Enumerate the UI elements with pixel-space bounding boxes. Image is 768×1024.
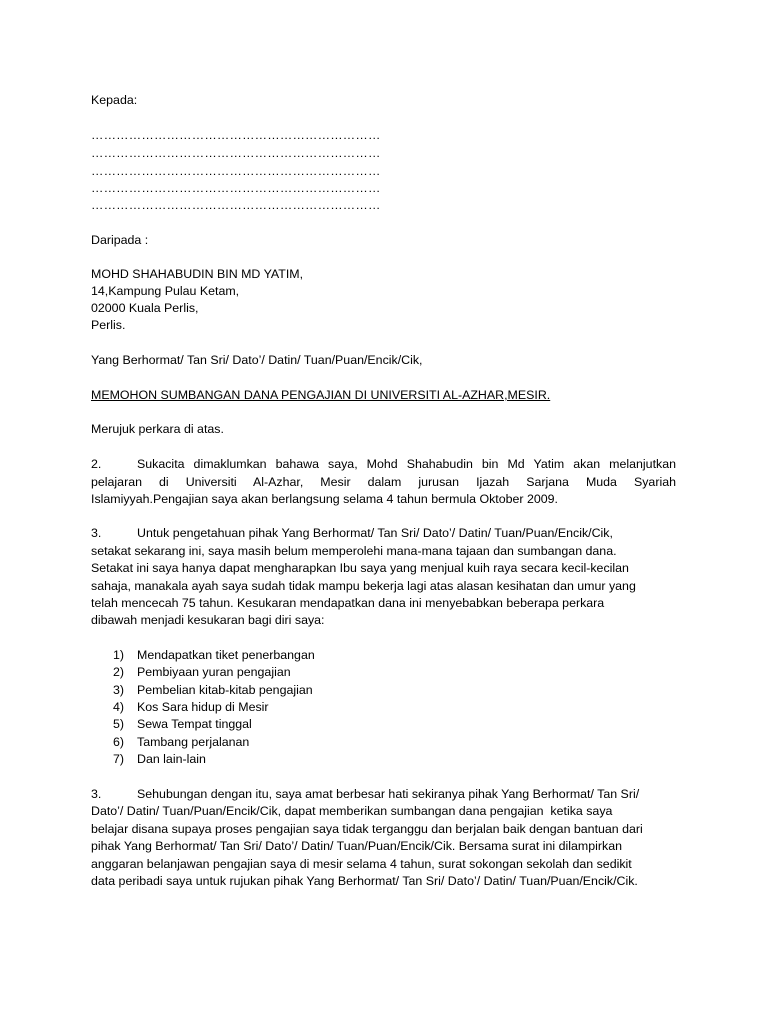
para3-line1: Untuk pengetahuan pihak Yang Berhormat/ Tan Sri/ Dato’/ Datin/ Tuan/Puan/Encik/Cik, [137,526,613,540]
list-item-number: 7) [113,752,125,766]
para3-number: 3. [91,526,102,540]
list-item-number: 4) [113,700,125,714]
para4-line5: anggaran belanjawan pengajian saya di mesir selama 4 tahun, surat sokongan sekolah dan sedikit [91,857,632,871]
para4-line4: pihak Yang Berhormat/ Tan Sri/ Dato’/ Datin/ Tuan/Puan/Encik/Cik. Bersama surat ini dilampirkan [91,839,622,853]
para4-line6: data peribadi saya untuk rujukan pihak Yang Berhormat/ Tan Sri/ Dato’/ Datin/ Tuan/Puan/Encik/Cik. [91,874,638,888]
list-item: Pembiyaan yuran pengajian [137,665,291,679]
recipient-line: …………………………………………………………… [91,164,381,178]
sender-address-3: Perlis. [91,318,126,332]
para4-line3: belajar disana supaya proses pengajian saya tidak terganggu dan berjalan baik dengan bantuan dari [91,822,643,836]
list-item: Sewa Tempat tinggal [137,717,252,731]
recipient-line: …………………………………………………………… [91,146,381,160]
salutation: Yang Berhormat/ Tan Sri/ Dato’/ Datin/ Tuan/Puan/Encik/Cik, [91,353,423,367]
list-item-number: 3) [113,683,125,697]
list-item: Tambang perjalanan [137,735,250,749]
para3-line6: dibawah menjadi kesukaran bagi diri saya: [91,613,325,627]
list-item-number: 6) [113,735,125,749]
list-item: Dan lain-lain [137,752,206,766]
para4-line1: Sehubungan dengan itu, saya amat berbesar hati sekiranya pihak Yang Berhormat/ Tan Sri/ [137,787,640,801]
para4-line2: Dato’/ Datin/ Tuan/Puan/Encik/Cik, dapat memberikan sumbangan dana pengajian ketika saya [91,804,613,818]
recipient-line: …………………………………………………………… [91,181,381,195]
para3-line3: Setakat ini saya hanya dapat mengharapkan Ibu saya yang menjual kuih raya secara kecil-kecilan [91,561,629,575]
to-label: Kepada: [91,93,138,107]
para2-line1: Sukacita dimaklumkan bahawa saya, Mohd Shahabudin bin Md Yatim akan melanjutkan [137,457,676,471]
reference-line: Merujuk perkara di atas. [91,422,224,436]
sender-name: MOHD SHAHABUDIN BIN MD YATIM, [91,267,304,281]
list-item-number: 5) [113,717,125,731]
list-item: Mendapatkan tiket penerbangan [137,648,315,662]
list-item-number: 1) [113,648,125,662]
para3-line2: setakat sekarang ini, saya masih belum memperolehi mana-mana tajaan dan sumbangan dana. [91,544,617,558]
list-item-number: 2) [113,665,125,679]
para2-line2: pelajaran di Universiti Al-Azhar, Mesir dalam jurusan Ijazah Sarjana Muda Syariah [91,475,676,489]
sender-address-2: 02000 Kuala Perlis, [91,301,199,315]
from-label: Daripada : [91,233,149,247]
para3-line5: telah mencecah 75 tahun. Kesukaran mendapatkan dana ini menyebabkan beberapa perkara [91,596,605,610]
list-item: Pembelian kitab-kitab pengajian [137,683,313,697]
recipient-line: …………………………………………………………… [91,198,381,212]
sender-address-1: 14,Kampung Pulau Ketam, [91,284,240,298]
list-item: Kos Sara hidup di Mesir [137,700,269,714]
para3-line4: sahaja, manakala ayah saya sudah tidak mampu bekerja lagi atas alasan kesihatan dan umur yang [91,579,636,593]
recipient-line: …………………………………………………………… [91,128,381,142]
para2-number: 2. [91,457,102,471]
subject-title: MEMOHON SUMBANGAN DANA PENGAJIAN DI UNIVERSITI AL-AZHAR,MESIR. [91,388,551,402]
para2-line3: Islamiyyah.Pengajian saya akan berlangsung selama 4 tahun bermula Oktober 2009. [91,492,559,506]
para4-number: 3. [91,787,102,801]
